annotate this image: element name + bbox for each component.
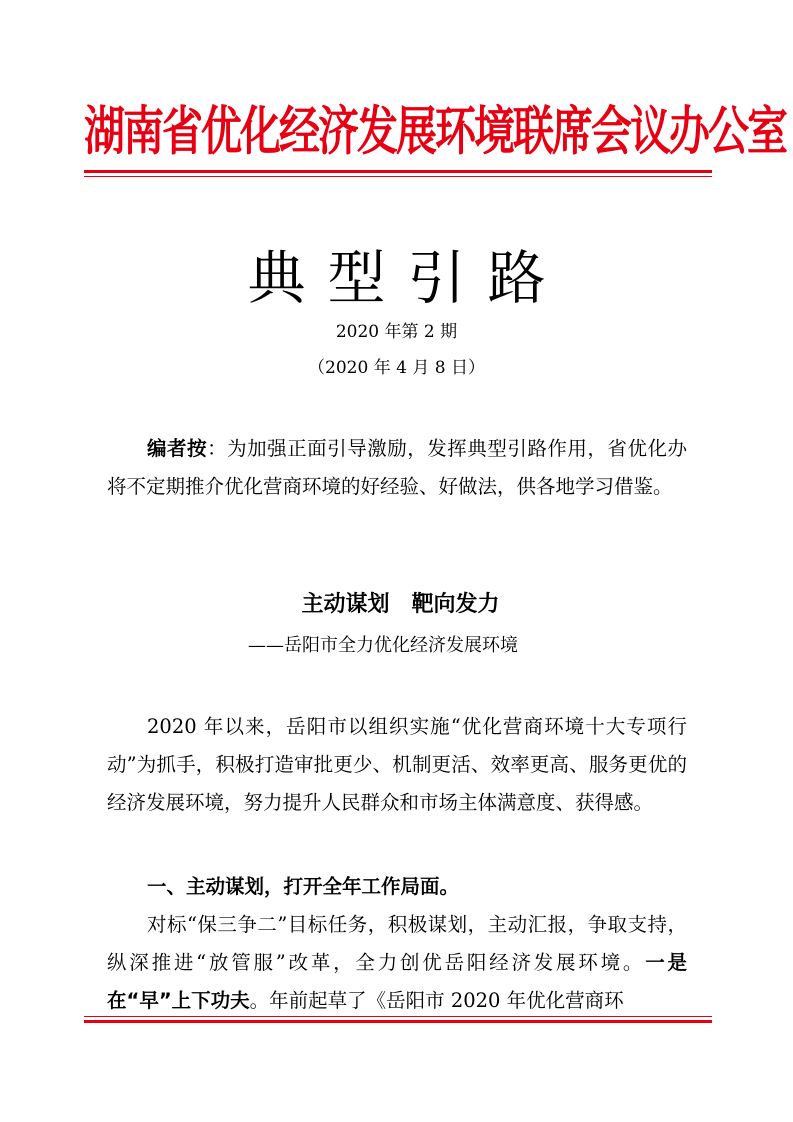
editor-note-lead: 编者按 — [147, 437, 208, 460]
article-headline: 主动谋划 靶向发力 — [301, 592, 500, 617]
article-intro: 2020 年以来，岳阳市以组织实施“优化营商环境十大专项行动”为抓手，积极打造审批更少、机制更活、效率更高、服务更优的经济发展环境，努力提升人民群众和市场主体满意度、获得感。 — [107, 715, 687, 814]
section-1-text: 对标“保三争二”目标任务，积极谋划，主动汇报，争取支持，纵深推进“放管服”改革，全力创优岳阳经济发展环境。 — [107, 913, 687, 974]
masthead-rule-thin — [84, 176, 712, 177]
editor-note-text: ：为加强正面引导激励，发挥典型引路作用，省优化办将不定期推介优化营商环境的好经验、好做法，供各地学习借鉴。 — [107, 437, 687, 498]
section-1-point-text: 。年前起草了《岳阳市 2020 年优化营商环 — [249, 989, 624, 1012]
section-1-heading: 一、主动谋划，打开全年工作局面。 — [147, 875, 460, 898]
bulletin-title: 典型引路 — [247, 244, 568, 312]
editor-note — [107, 430, 687, 506]
section-1-point-lead: 一是在“早”上下功夫 — [107, 951, 687, 1012]
footer-rule-thin — [84, 1016, 712, 1017]
article-subhead: ——岳阳市全力优化经济发展环境 — [248, 635, 518, 656]
masthead-rule-thick — [84, 170, 712, 173]
masthead-title: 湖南省优化经济发展环境联席会议办公室 — [84, 100, 786, 162]
bulletin-issue: 2020 年第 2 期 — [335, 322, 458, 342]
bulletin-date: （2020 年 4 月 8 日） — [308, 358, 485, 378]
footer-rule-thick — [84, 1020, 712, 1023]
section-1-body — [107, 906, 687, 1020]
